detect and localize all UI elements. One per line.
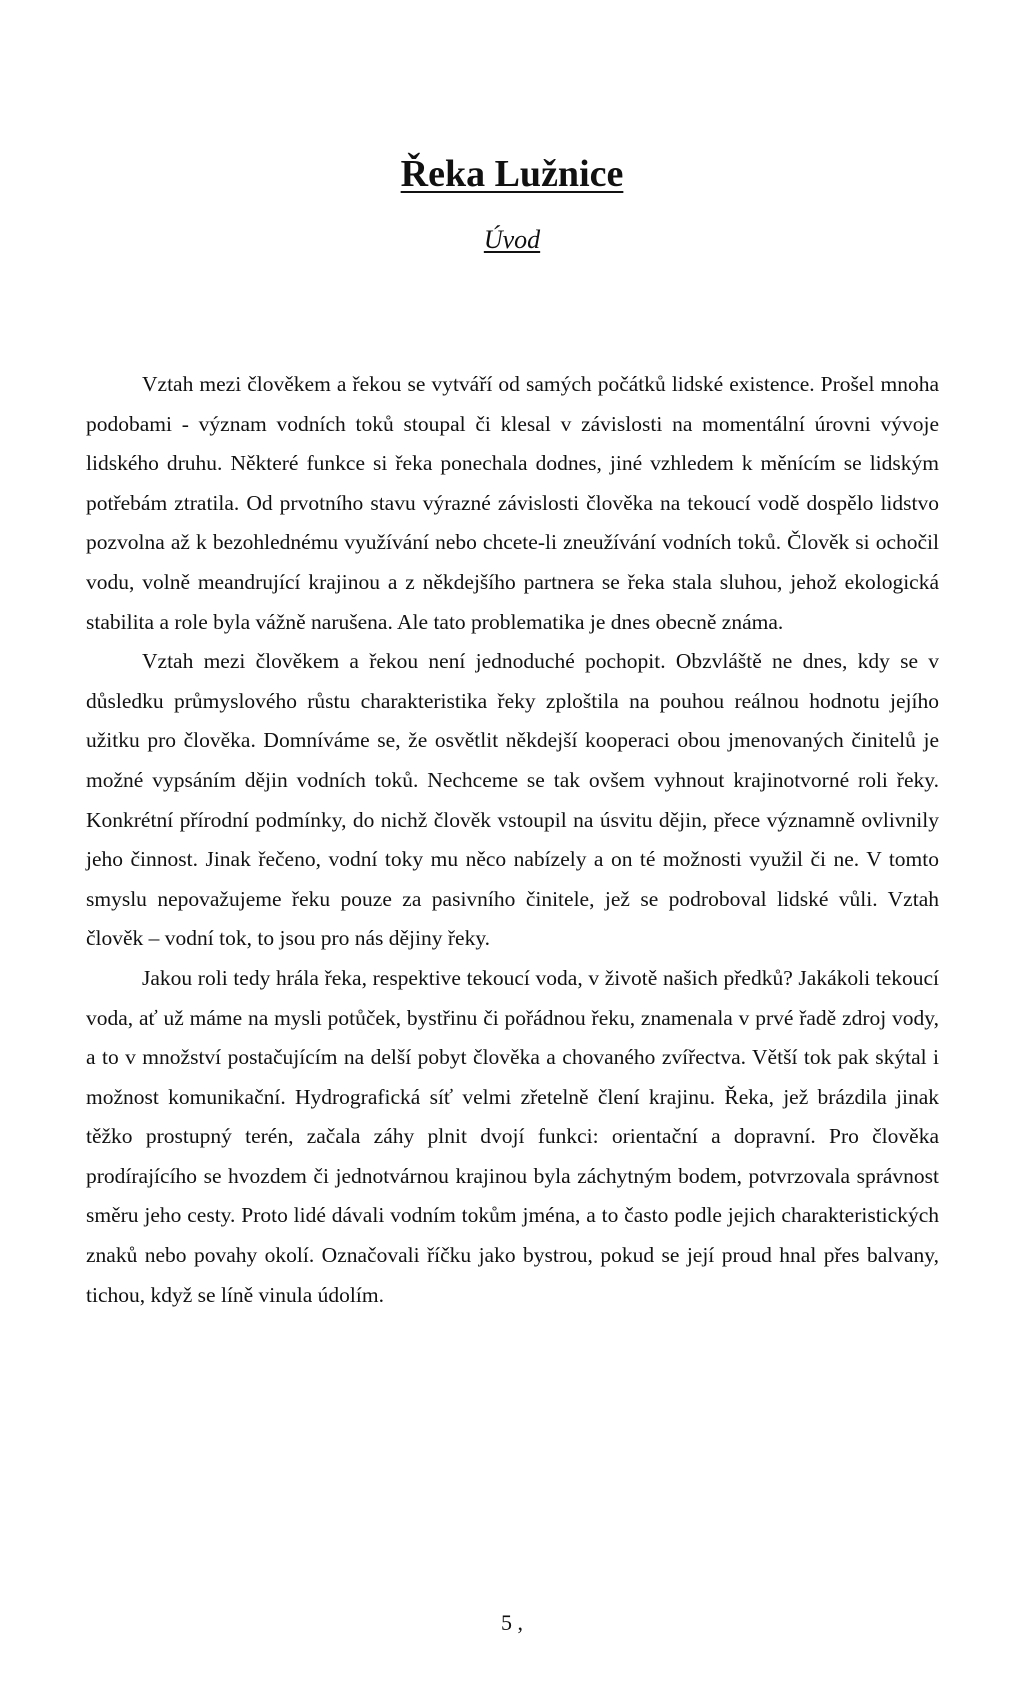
paragraph: Vztah mezi člověkem a řekou není jednoduché pochopit. Obzvláště ne dnes, kdy se v důsledku průmyslového růstu charakteristika řeky zploštila na pouhou reálnou hodnotu jejího užitku pro člověka. Domníváme se, že osvětlit někdejší kooperaci obou jmenovaných činitelů je možné vypsáním dějin vodních toků. Nechceme se tak ovšem vyhnout krajinotvorné roli řeky. Konkrétní přírodní podmínky, do nichž člověk vstoupil na úsvitu dějin, přece významně ovlivnily jeho činnost. Jinak řečeno, vodní toky mu něco nabízely a on té možnosti využil či ne. V tomto smyslu nepovažujeme řeku pouze za pasivního činitele, jež se podroboval lidské vůli. Vztah člověk – vodní tok, to jsou pro nás dějiny řeky. bbox=[86, 649, 939, 951]
page-number: 5 , bbox=[501, 1610, 523, 1635]
section-heading: Úvod bbox=[483, 225, 541, 254]
body-text bbox=[86, 365, 939, 1315]
paragraph: Jakou roli tedy hrála řeka, respektive tekoucí voda, v životě našich předků? Jakákoli tekoucí voda, ať už máme na mysli potůček, bystřinu či pořádnou řeku, znamenala v prvé řadě zdroj vody, a to v množství postačujícím na delší pobyt člověka a chovaného zvířectva. Větší tok pak skýtal i možnost komunikační. Hydrografická síť velmi zřetelně člení krajinu. Řeka, jež brázdila jinak těžko prostupný terén, začala záhy plnit dvojí funkci: orientační a dopravní. Pro člověka prodírajícího se hvozdem či jednotvárnou krajinou byla záchytným bodem, potvrzovala správnost směru jeho cesty. Proto lidé dávali vodním tokům jména, a to často podle jejich charakteristických znaků nebo povahy okolí. Označovali říčku jako bystrou, pokud se její proud hnal přes balvany, tichou, když se líně vinula údolím. bbox=[86, 965, 939, 1307]
page-title: Řeka Lužnice bbox=[400, 153, 624, 195]
paragraph: Vztah mezi člověkem a řekou se vytváří od samých počátků lidské existence. Prošel mnoha podobami - význam vodních toků stoupal či klesal v závislosti na momentální úrovni vývoje lidského druhu. Některé funkce si řeka ponechala dodnes, jiné vzhledem k měnícím se lidským potřebám ztratila. Od prvotního stavu výrazné závislosti člověka na tekoucí vodě dospělo lidstvo pozvolna až k bezohlednému využívání nebo chcete-li zneužívání vodních toků. Člověk si ochočil vodu, volně meandrující krajinou a z někdejšího partnera se řeka stala sluhou, jehož ekologická stabilita a role byla vážně narušena. Ale tato problematika je dnes obecně známa. bbox=[86, 372, 939, 634]
